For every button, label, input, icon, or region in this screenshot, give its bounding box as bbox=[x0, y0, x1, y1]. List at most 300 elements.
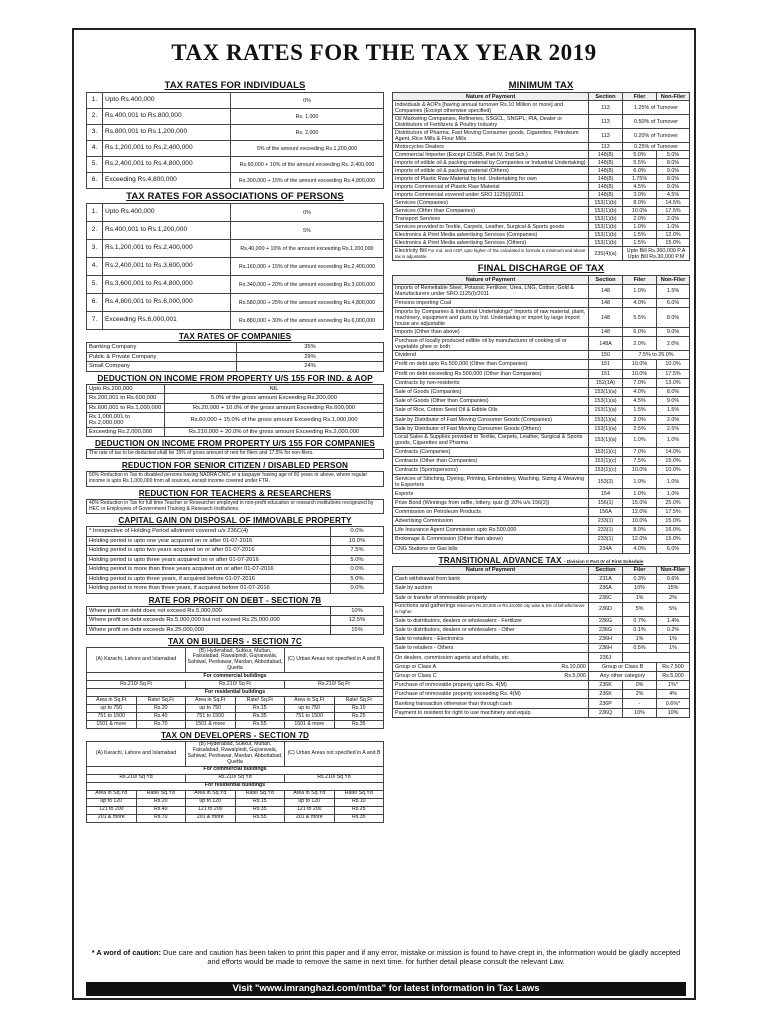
filer-rate: 8.0% bbox=[623, 526, 657, 535]
payment-row bbox=[393, 129, 690, 143]
group-name: Group or Class B bbox=[589, 662, 657, 671]
residential-header: Area in Sq.Yd bbox=[285, 790, 335, 798]
individuals-row bbox=[87, 157, 384, 173]
section-number: 148(8) bbox=[589, 183, 623, 191]
filer-rate: 0.3% bbox=[623, 575, 657, 584]
residential-label-row bbox=[87, 689, 384, 697]
income-slab: Upto Rs.400,000 bbox=[103, 93, 231, 109]
capital-gain-row bbox=[87, 527, 384, 537]
transitional-heading bbox=[392, 556, 690, 565]
non-filer-rate: 10% bbox=[657, 708, 690, 717]
region-row bbox=[87, 742, 384, 767]
section-number: 150 bbox=[589, 351, 623, 360]
residential-cell: Rs.35 bbox=[235, 806, 285, 814]
row-number: 5. bbox=[87, 157, 103, 173]
commercial-label-row bbox=[87, 673, 384, 681]
residential-cell: up to 750 bbox=[186, 705, 236, 713]
income-slab: Exceeding Rs.6,000,001 bbox=[103, 312, 231, 330]
section-number: 233(1) bbox=[589, 526, 623, 535]
nature-of-payment bbox=[393, 602, 589, 616]
senior-note: 50% Reduction in Tax to disabled persons having NADRA CNIC or a taxpayer having age of 60 years or above, where regular income is upto Rs.1,000,000 from all sources, except income covered under FTR. bbox=[86, 471, 384, 487]
aop-row bbox=[87, 222, 384, 240]
filer-rate: 2.5% bbox=[623, 424, 657, 433]
nature-of-payment: Services (Companies) bbox=[393, 199, 589, 207]
tax-rate: Rs.40,000 + 10% of the amount exceeding Rs.1,200,000 bbox=[231, 240, 384, 258]
description: Holding period is upto three years, if acquired before 01-07-2016 bbox=[87, 574, 331, 584]
commercial-row bbox=[87, 681, 384, 689]
tax-rate: 5% bbox=[231, 222, 384, 240]
tax-rate: Rs.340,000 + 20% of the amount exceeding Rs.3,600,000 bbox=[231, 276, 384, 294]
builders-heading: TAX ON BUILDERS - SECTION 7C bbox=[168, 637, 302, 647]
residential-cell: Rs.35 bbox=[334, 721, 384, 729]
column-header: Non-Filer bbox=[657, 566, 690, 574]
residential-row bbox=[87, 798, 384, 806]
electricity-bill bbox=[393, 247, 589, 261]
description: Holding period is more than three years acquired on or after 01-07-2016 bbox=[87, 565, 331, 575]
residential-cell: Rs.25 bbox=[334, 713, 384, 721]
payment-row bbox=[393, 602, 690, 616]
filer-rate: 2.0% bbox=[623, 415, 657, 424]
non-filer-rate: 1.5% bbox=[657, 406, 690, 415]
residential-cell: Rs.20 bbox=[136, 705, 186, 713]
nature-of-payment: Banking transaction otherwise than through cash bbox=[393, 699, 589, 708]
payment-row bbox=[393, 308, 690, 328]
non-filer-rate: 17.5% bbox=[657, 369, 690, 378]
payment-row bbox=[393, 690, 690, 699]
caution-label: * A word of caution: bbox=[91, 948, 161, 957]
section-number: 236G bbox=[589, 625, 623, 634]
section-number: 153(1)(a) bbox=[589, 433, 623, 447]
filer-rate: 1.5% bbox=[623, 231, 657, 239]
non-filer-rate: 1.0% bbox=[657, 433, 690, 447]
residential-cell: Rs.70 bbox=[136, 814, 186, 822]
payment-label: Functions and gatherings bbox=[395, 603, 456, 610]
payment-row bbox=[393, 544, 690, 553]
aop-row bbox=[87, 204, 384, 222]
residential-cell: Rs.35 bbox=[334, 814, 384, 822]
payment-row bbox=[393, 475, 690, 489]
income-slab: Rs.1,200,001 to Rs.2,400,000 bbox=[103, 240, 231, 258]
property-rate: Rs.210,000 + 20.0% of the gross amount Exceeding Rs.2,000,000 bbox=[165, 427, 384, 437]
rate: 5.0% bbox=[331, 574, 384, 584]
region-name: (B) Hyderabad, Sukkur, Multan, Faisalabad, Rawalpindi, Gujranwala, Sahiwal, Peshawar, Mardan, Abbottabad, Quetta bbox=[186, 742, 285, 767]
filer-rate: 3.0% bbox=[623, 191, 657, 199]
commercial-rate: Rs.210/ Sq Ft bbox=[186, 681, 285, 689]
group-amount: Rs.5,000 bbox=[657, 671, 690, 680]
transitional-heading-suffix: - Division II Part IV of First Schedule bbox=[564, 558, 644, 564]
group-cell bbox=[393, 671, 589, 680]
section-number: 153(1)(b) bbox=[589, 239, 623, 247]
section-number: 235(4)(a) bbox=[589, 247, 623, 261]
residential-header: Rate/ Sq.Ft bbox=[136, 697, 186, 705]
filer-rate: 1.0% bbox=[623, 489, 657, 498]
non-filer-rate: 1% bbox=[657, 635, 690, 644]
column-header: Nature of Payment bbox=[393, 93, 589, 101]
filer-rate: 1.5% bbox=[623, 239, 657, 247]
electricity-label: Electricity Bill bbox=[395, 247, 427, 254]
payment-row bbox=[393, 406, 690, 415]
tax-rate: 0% bbox=[231, 204, 384, 222]
residential-header: Rate/ Sq.Ft bbox=[334, 697, 384, 705]
income-slab: Rs.400,001 to Rs.800,000 bbox=[103, 109, 231, 125]
company-rate: 24% bbox=[237, 362, 384, 372]
section-number: 234A bbox=[589, 544, 623, 553]
payment-row bbox=[393, 183, 690, 191]
payment-row bbox=[393, 215, 690, 223]
payment-row bbox=[393, 424, 690, 433]
commercial-label-row bbox=[87, 766, 384, 774]
column-header: Filer bbox=[623, 276, 657, 284]
group-name: Any other category bbox=[589, 671, 657, 680]
nature-of-payment: Distributors of Pharma, Fast Moving Consumer goods, Cigarettes, Petroleum Agent, Rice Mills & Flour Mills bbox=[393, 129, 589, 143]
filer-rate: 2% bbox=[623, 690, 657, 699]
aop-row bbox=[87, 294, 384, 312]
commercial-rate: Rs.210/ Sq Yd bbox=[87, 774, 186, 782]
non-filer-rate: 15.0% bbox=[657, 517, 690, 526]
residential-cell: Rs.15 bbox=[235, 705, 285, 713]
aop-row bbox=[87, 276, 384, 294]
residential-cell: 201 & more bbox=[186, 814, 236, 822]
rate: 0.0% bbox=[331, 565, 384, 575]
income-slab: Rs.800,001 to Rs.1,200,000 bbox=[103, 125, 231, 141]
nature-of-payment: Sale of Goods (Companies) bbox=[393, 387, 589, 396]
residential-cell: Rs.10 bbox=[334, 705, 384, 713]
section-number: 153(1)(c) bbox=[589, 466, 623, 475]
section-number: 236Q bbox=[589, 708, 623, 717]
payment-row bbox=[393, 298, 690, 307]
group-amount: Rs.10,000 bbox=[561, 663, 586, 670]
payment-row bbox=[393, 159, 690, 167]
non-filer-rate: 17.5% bbox=[657, 207, 690, 215]
non-filer-rate: 5% bbox=[657, 602, 690, 616]
tax-rate: Rs.580,000 + 25% of the amount exceeding Rs.4,800,000 bbox=[231, 294, 384, 312]
non-filer-rate: 6.0% bbox=[657, 298, 690, 307]
filer-rate: 10% bbox=[623, 708, 657, 717]
non-filer-rate: 9.0% bbox=[657, 183, 690, 191]
row-number: 1. bbox=[87, 204, 103, 222]
section-number: 153(1)(a) bbox=[589, 397, 623, 406]
payment-row bbox=[393, 101, 690, 115]
nature-of-payment: Transport Services bbox=[393, 215, 589, 223]
filer-rate: 10.0% bbox=[623, 517, 657, 526]
individuals-table bbox=[86, 92, 384, 189]
description: * Irrespective of Holding Period allotment covered u/s 236C(4) bbox=[87, 527, 331, 537]
final-discharge-heading: FINAL DISCHARGE OF TAX bbox=[477, 263, 605, 275]
residential-cell: 1501 & more bbox=[285, 721, 335, 729]
filer-rate: 1.0% bbox=[623, 223, 657, 231]
column-header: Filer bbox=[623, 566, 657, 574]
nature-of-payment: Local Sales & Supplies provided to Textile, Carpets, Leather, Surgical & Sports goods, Cigarettes and Pharma bbox=[393, 433, 589, 447]
filer-rate: 10.0% bbox=[623, 360, 657, 369]
non-filer-rate: 4% bbox=[657, 690, 690, 699]
payment-row bbox=[393, 360, 690, 369]
property-comp-note: The rate of tax to be deducted shall be 15% of gross amount of rent for filers and 17.5% for non-filers. bbox=[86, 449, 384, 459]
individuals-row bbox=[87, 125, 384, 141]
region-name: (A) Karachi, Lahore and Islamabad bbox=[87, 742, 186, 767]
residential-cell: Rs.20 bbox=[136, 798, 186, 806]
commercial-label: For commercial buildings bbox=[87, 673, 384, 681]
payment-row bbox=[393, 699, 690, 708]
individuals-heading: TAX RATES FOR INDIVIDUALS bbox=[164, 80, 306, 91]
filer-rate: 0.25% of Turnover bbox=[623, 143, 690, 151]
nature-of-payment: Sale to retailers - Others bbox=[393, 644, 589, 653]
description: Where profit on debt does not exceed Rs.5,000,000 bbox=[87, 606, 331, 616]
payment-row bbox=[393, 526, 690, 535]
residential-header-row bbox=[87, 790, 384, 798]
section-number: 151 bbox=[589, 369, 623, 378]
payment-row bbox=[393, 143, 690, 151]
nature-of-payment: Imports Commercial of Plastic Raw Material bbox=[393, 183, 589, 191]
rate: 7.5% bbox=[331, 546, 384, 556]
residential-cell: Rs.40 bbox=[136, 713, 186, 721]
payment-row bbox=[393, 498, 690, 507]
payment-row bbox=[393, 369, 690, 378]
section-number: 153(1)(b) bbox=[589, 215, 623, 223]
non-filer-rate: 0.2% bbox=[657, 625, 690, 634]
nature-of-payment: Purchase of immovable property upto Rs. 4(M) bbox=[393, 681, 589, 690]
property-row bbox=[87, 403, 384, 413]
filer-rate bbox=[623, 653, 690, 662]
non-filer-rate: 1.0% bbox=[657, 489, 690, 498]
teachers-note: 40% Reduction in Tax for full time Teacher or Researcher employed in non-profit education or research institutions recognized by HEC or Employees of Government Training & Research Institutions. bbox=[86, 499, 384, 515]
profit-debt-table bbox=[86, 606, 384, 636]
residential-header: Area in Sq.Ft bbox=[186, 697, 236, 705]
property-row bbox=[87, 394, 384, 404]
section-number: 233(1) bbox=[589, 517, 623, 526]
payment-note: Minimum Rs.20,000 or Rs.10,000 city wise & 5% of bill whichever is higher. bbox=[395, 603, 585, 615]
property-slab: Rs.600,001 to Rs.1,000,000 bbox=[87, 403, 165, 413]
section-number: 148(8) bbox=[589, 159, 623, 167]
filer-rate: 1.75% bbox=[623, 175, 657, 183]
residential-row bbox=[87, 705, 384, 713]
electricity-row bbox=[393, 247, 690, 261]
rate: 5.0% bbox=[331, 555, 384, 565]
filer-rate: 4.5% bbox=[623, 183, 657, 191]
residential-cell: Rs.35 bbox=[235, 713, 285, 721]
nature-of-payment: Services (Other than Companies) bbox=[393, 207, 589, 215]
right-column bbox=[392, 78, 690, 718]
non-filer-rate: 14.5% bbox=[657, 199, 690, 207]
residential-cell: up to 750 bbox=[285, 705, 335, 713]
section-number: 236K bbox=[589, 690, 623, 699]
filer-rate: 4.0% bbox=[623, 298, 657, 307]
nature-of-payment: Profit on debt upto Rs.500,000 (Other than Companies) bbox=[393, 360, 589, 369]
tax-rate: 5% of the amount exceeding Rs.1,200,000 bbox=[231, 141, 384, 157]
filer-rate: 4.0% bbox=[623, 387, 657, 396]
payment-row bbox=[393, 284, 690, 298]
section-number: 148(8) bbox=[589, 175, 623, 183]
non-filer-rate: 8.0% bbox=[657, 159, 690, 167]
filer-rate: 6.0% bbox=[623, 328, 657, 337]
filer-rate: 5.5% bbox=[623, 159, 657, 167]
income-slab: Rs.3,600,001 to Rs.4,800,000 bbox=[103, 276, 231, 294]
commercial-rate: Rs.210/ Sq Yd bbox=[285, 774, 384, 782]
payment-row bbox=[393, 457, 690, 466]
nature-of-payment: Dividend bbox=[393, 351, 589, 360]
nature-of-payment: CNG Stations on Gas bills bbox=[393, 544, 589, 553]
nature-of-payment: Imports (Other than above) bbox=[393, 328, 589, 337]
residential-header: Area in Sq.Ft bbox=[87, 697, 137, 705]
filer-rate: 1.25% of Turnover bbox=[623, 101, 690, 115]
row-number: 5. bbox=[87, 276, 103, 294]
residential-cell: up to 120 bbox=[186, 798, 236, 806]
property-ind-heading: DEDUCTION ON INCOME FROM PROPERTY U/S 155 FOR IND. & AOP bbox=[97, 373, 373, 383]
commercial-row bbox=[87, 774, 384, 782]
payment-row bbox=[393, 593, 690, 602]
nature-of-payment: Sale to distributors, dealers or wholesalers - Other bbox=[393, 625, 589, 634]
section-number: 233(1) bbox=[589, 535, 623, 544]
non-filer-rate: 1% bbox=[657, 644, 690, 653]
developers-table bbox=[86, 741, 384, 823]
company-type: Small Company bbox=[87, 362, 237, 372]
residential-cell: Rs.55 bbox=[235, 814, 285, 822]
filer-rate: 5% bbox=[623, 602, 657, 616]
payment-row bbox=[393, 328, 690, 337]
section-number: 113 bbox=[589, 143, 623, 151]
section-number: 148A bbox=[589, 337, 623, 351]
non-filer-rate: 15.0% bbox=[657, 239, 690, 247]
payment-row bbox=[393, 231, 690, 239]
non-filer-rate: 4.5% bbox=[657, 191, 690, 199]
aop-table bbox=[86, 203, 384, 330]
payment-row bbox=[393, 387, 690, 396]
property-rate: Rs.20,000 + 10.0% of the gross amount Exceeding Rs.600,000 bbox=[165, 403, 384, 413]
profit-debt-row bbox=[87, 606, 384, 616]
section-number: 236J bbox=[589, 653, 623, 662]
nature-of-payment: Profit on debt exceeding Rs.500,000 (Other than Companies) bbox=[393, 369, 589, 378]
income-slab: Rs.2,400,001 to Rs.3,600,000 bbox=[103, 258, 231, 276]
residential-cell: Rs.55 bbox=[235, 721, 285, 729]
payment-row bbox=[393, 151, 690, 159]
residential-header: Area in Sq.Yd bbox=[186, 790, 236, 798]
payment-row bbox=[393, 447, 690, 456]
payment-row bbox=[393, 535, 690, 544]
non-filer-rate: 6.0% bbox=[657, 544, 690, 553]
non-filer-rate: 15.0% bbox=[657, 457, 690, 466]
filer-rate: 8.0% bbox=[623, 199, 657, 207]
filer-rate: 5.0% bbox=[623, 151, 657, 159]
residential-row bbox=[87, 721, 384, 729]
payment-row bbox=[393, 397, 690, 406]
nature-of-payment: Persons importing Coal bbox=[393, 298, 589, 307]
payment-row bbox=[393, 415, 690, 424]
filer-rate: 5.5% bbox=[623, 308, 657, 328]
non-filer-rate: 2.0% bbox=[657, 337, 690, 351]
residential-row bbox=[87, 814, 384, 822]
residential-cell: Rs.15 bbox=[235, 798, 285, 806]
non-filer-rate: 1.5% bbox=[657, 284, 690, 298]
payment-row bbox=[393, 635, 690, 644]
section-number: 153(1)(c) bbox=[589, 457, 623, 466]
description: Holding period is more than three years, if acquired before 01-07-2016 bbox=[87, 584, 331, 594]
residential-label-row bbox=[87, 782, 384, 790]
group-row bbox=[393, 662, 690, 671]
section-number: 153(1)(a) bbox=[589, 406, 623, 415]
filer-rate: 4.0% bbox=[623, 544, 657, 553]
non-filer-rate: 1.4% bbox=[657, 616, 690, 625]
capital-gain-row bbox=[87, 584, 384, 594]
non-filer-rate: 25.0% bbox=[657, 498, 690, 507]
filer-rate: 15.0% bbox=[623, 498, 657, 507]
row-number: 3. bbox=[87, 240, 103, 258]
section-number: 113 bbox=[589, 115, 623, 129]
nature-of-payment: Imports of Remeltable Steel, Potassic Fertilizer, Urea, LNG, Cotton, Gold & Manufacturers under SRO.1125(I)/2011 bbox=[393, 284, 589, 298]
nature-of-payment: Sale or transfer of immovable property bbox=[393, 593, 589, 602]
non-filer-rate: 14.0% bbox=[657, 447, 690, 456]
filer-rate: 4.5% bbox=[623, 397, 657, 406]
non-filer-rate: 8.0% bbox=[657, 308, 690, 328]
aop-row bbox=[87, 258, 384, 276]
rate: 0.0% bbox=[331, 527, 384, 537]
group-amount: Rs.7,500 bbox=[657, 662, 690, 671]
residential-cell: Rs.70 bbox=[136, 721, 186, 729]
section-number: 153(1)(c) bbox=[589, 447, 623, 456]
non-filer-rate: 2.0% bbox=[657, 415, 690, 424]
aop-row bbox=[87, 312, 384, 330]
tax-rate: Rs. 1,000 bbox=[231, 109, 384, 125]
companies-table bbox=[86, 342, 384, 372]
section-number: 236D bbox=[589, 602, 623, 616]
nature-of-payment: Imports of edible oil & packing material (Others) bbox=[393, 167, 589, 175]
section-number: 113 bbox=[589, 101, 623, 115]
company-row bbox=[87, 362, 384, 372]
company-row bbox=[87, 352, 384, 362]
filer-rate: 0% bbox=[623, 681, 657, 690]
non-filer-rate: 8.0% bbox=[657, 387, 690, 396]
filer-rate: 10.0% bbox=[623, 369, 657, 378]
company-rate: 29% bbox=[237, 352, 384, 362]
payment-row bbox=[393, 575, 690, 584]
section-number: 156(1) bbox=[589, 498, 623, 507]
column-header: Non-Filer bbox=[657, 93, 690, 101]
payment-row bbox=[393, 337, 690, 351]
non-filer-rate: 1.0% bbox=[657, 475, 690, 489]
commercial-rate: Rs.210/ Sq Ft bbox=[87, 681, 186, 689]
capital-gain-table bbox=[86, 526, 384, 594]
footer-banner: Visit "www.imranghazi.com/mtba" for latest information in Tax Laws bbox=[86, 982, 686, 996]
nature-of-payment: Purchase of immovable property exceeding Rs. 4(M) bbox=[393, 690, 589, 699]
nature-of-payment: Prize Bond (Winnings from raffle, lottery, quiz @ 20% u/s 156(2)) bbox=[393, 498, 589, 507]
nature-of-payment: Services provided to Textile, Carpets, Leather, Surgical & Sports goods bbox=[393, 223, 589, 231]
nature-of-payment: Individuals & AOPs [having annual turnover Rs.10 Million or more] and Companies (Except otherwise specified) bbox=[393, 101, 589, 115]
nature-of-payment: Electronics & Print Media advertising Services (Companies) bbox=[393, 231, 589, 239]
property-row bbox=[87, 413, 384, 428]
section-number: 148(8) bbox=[589, 167, 623, 175]
profit-debt-row bbox=[87, 625, 384, 635]
capital-gain-row bbox=[87, 574, 384, 584]
income-slab: Rs.4,800,001 to Rs.6,000,000 bbox=[103, 294, 231, 312]
filer-rate: 12.0% bbox=[623, 507, 657, 516]
caution-text: Due care and caution has been taken to print this paper and if any error, mistake or mission is found to have crept in, the information would be gladly accepted and efforts would be made to remove the same in next time. for further detail please consult the relevant Law. bbox=[163, 948, 681, 966]
payment-row bbox=[393, 175, 690, 183]
builders-table bbox=[86, 647, 384, 729]
group-row bbox=[393, 671, 690, 680]
residential-header: Rate/ Sq.Yd bbox=[235, 790, 285, 798]
payment-row bbox=[393, 207, 690, 215]
group-name: Group or Class A bbox=[395, 663, 437, 670]
residential-cell: 1501 & more bbox=[87, 721, 137, 729]
filer-rate: 10.0% bbox=[623, 207, 657, 215]
non-filer-rate: 8.0% bbox=[657, 175, 690, 183]
column-header: Nature of Payment bbox=[393, 566, 589, 574]
nature-of-payment: Oil Marketing Companies, Refineries, SSGCL, SNGPL, PIA, Dealer or Distributors of Fertilizers & Poultry Industry bbox=[393, 115, 589, 129]
capital-gain-row bbox=[87, 555, 384, 565]
column-header: Non-Filer bbox=[657, 276, 690, 284]
income-slab: Rs.400,001 to Rs.1,200,000 bbox=[103, 222, 231, 240]
minimum-tax-table bbox=[392, 92, 690, 261]
section-number: 236P bbox=[589, 699, 623, 708]
company-row bbox=[87, 343, 384, 353]
